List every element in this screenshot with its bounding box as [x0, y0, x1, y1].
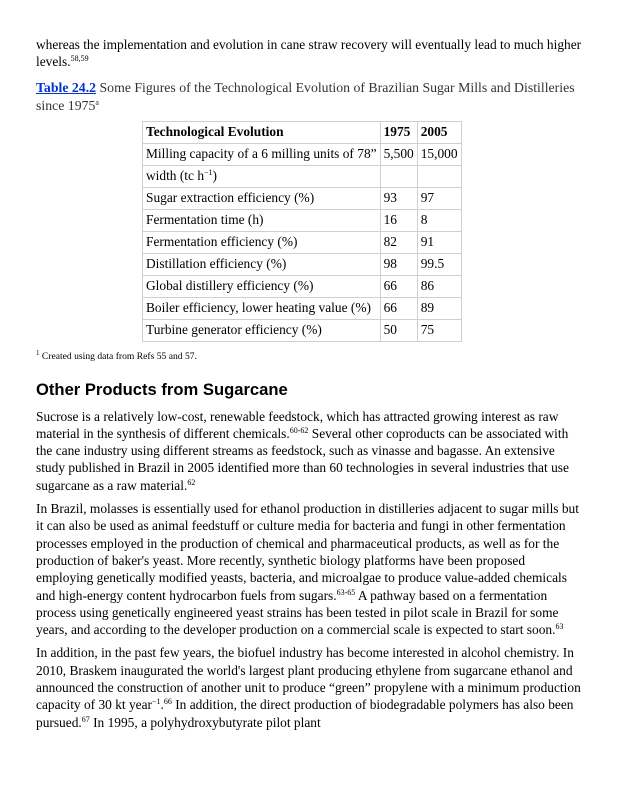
table-row — [143, 143, 462, 165]
table-cell: 5,500 — [380, 143, 417, 165]
section-heading: Other Products from Sugarcane — [36, 379, 288, 399]
body-paragraph: Sucrose is a relatively low-cost, renewable feedstock, which has attracted growing interest as raw material in the synthesis of different chemicals.$^{60-62}$ Several other coproducts can be associated with the cane industry using different streams as feedstock, such as vinasse and bagasse. An extensive study published in Brazil in 2005 identified more than 60 technologies in several industries that use sugarcane as a raw material.$^{62}$ — [36, 408, 569, 493]
table-cell: 50 — [380, 319, 417, 341]
table-caption: Table 24.2 Some Figures of the Technological Evolution of Brazilian Sugar Mills and Distilleries since 1975$^a$ — [36, 79, 575, 113]
table-row — [143, 297, 462, 319]
intro-paragraph: whereas the implementation and evolution in cane straw recovery will eventually lead to much higher levels.$^{58,59}$ — [36, 37, 582, 70]
citation-ref: 63-65 — [336, 587, 356, 597]
table-cell: 66 — [380, 297, 417, 319]
table-cell: Global distillery efficiency (%) — [143, 275, 381, 297]
evolution-table — [142, 121, 462, 342]
header-cell: Technological Evolution — [143, 121, 381, 143]
table-cell: Fermentation efficiency (%) — [143, 231, 381, 253]
table-cell: Distillation efficiency (%) — [143, 253, 381, 275]
table-cell: 15,000 — [417, 143, 461, 165]
table-row — [143, 275, 462, 297]
table-row — [143, 209, 462, 231]
table-cell: Sugar extraction efficiency (%) — [143, 187, 381, 209]
table-row — [143, 319, 462, 341]
citation-ref: 63 — [555, 622, 564, 632]
header-cell: 1975 — [380, 121, 417, 143]
table-cell: 8 — [417, 209, 461, 231]
table-cell: Turbine generator efficiency (%) — [143, 319, 381, 341]
table-footnote: $^1$ Created using data from Refs 55 and 57. — [36, 348, 197, 362]
table-cell: 86 — [417, 275, 461, 297]
table-cell — [380, 165, 417, 187]
table-header-row — [143, 121, 462, 143]
table-cell: 89 — [417, 297, 461, 319]
table-row — [143, 253, 462, 275]
document-page — [36, 36, 584, 737]
header-cell: 2005 — [417, 121, 461, 143]
table-cell: 75 — [417, 319, 461, 341]
table-cell: 16 — [380, 209, 417, 231]
citation-ref: 67 — [81, 714, 90, 724]
body-paragraph: In Brazil, molasses is essentially used for ethanol production in distilleries adjacent to sugar mills but it can also be used as animal feedstuff or culture media for bacteria and fungi in other fermentation processes employed in the production of chemical and pharmaceutical products, as well as for the production of baker's yeast. More recently, synthetic biology platforms have been proposed employing genetically modified yeasts, bacteria, and microalgae to produce value-added chemicals and high-energy content hydrocarbon fuels from sugars.$^{63-65}$ A pathway based on a fermentation process using genetically engineered yeast strains has been tested in pilot scale in Brazil for some years, and according to the developer production on a commercial scale is expected to start soon.$^{63}$ — [36, 501, 579, 638]
table-cell: 66 — [380, 275, 417, 297]
table-cell: 91 — [417, 231, 461, 253]
table-row — [143, 231, 462, 253]
citation-ref: 62 — [187, 477, 196, 487]
body-paragraph: In addition, in the past few years, the biofuel industry has become interested in alcohol chemistry. In 2010, Braskem inaugurated the world's largest plant producing ethylene from sugarcane ethanol and announced the construction of another unit to produce “green” propylene with a minimum production capacity of 30 kt year$^{-1}$.$^{66}$ In addition, the direct production of biodegradable polymers has also been pursued.$^{67}$ In 1995, a polyhydroxybutyrate pilot plant — [36, 645, 581, 730]
table-row — [143, 165, 462, 187]
table-link[interactable]: Table 24.2 — [36, 79, 97, 95]
table-cell: 97 — [417, 187, 461, 209]
table-cell: 82 — [380, 231, 417, 253]
citation-ref: 58,59 — [70, 54, 89, 64]
table-cell: 93 — [380, 187, 417, 209]
table-cell: Fermentation time (h) — [143, 209, 381, 231]
table-row — [143, 187, 462, 209]
table-cell: 99.5 — [417, 253, 461, 275]
table-cell: width (tc $h^{-1}$) — [143, 165, 381, 187]
citation-ref: 66 — [163, 697, 172, 707]
table-cell: Boiler efficiency, lower heating value (%) — [143, 297, 381, 319]
table-cell — [417, 165, 461, 187]
citation-ref: 60-62 — [289, 425, 309, 435]
table-cell: 98 — [380, 253, 417, 275]
table-cell: Milling capacity of a 6 milling units of 78” — [143, 143, 381, 165]
